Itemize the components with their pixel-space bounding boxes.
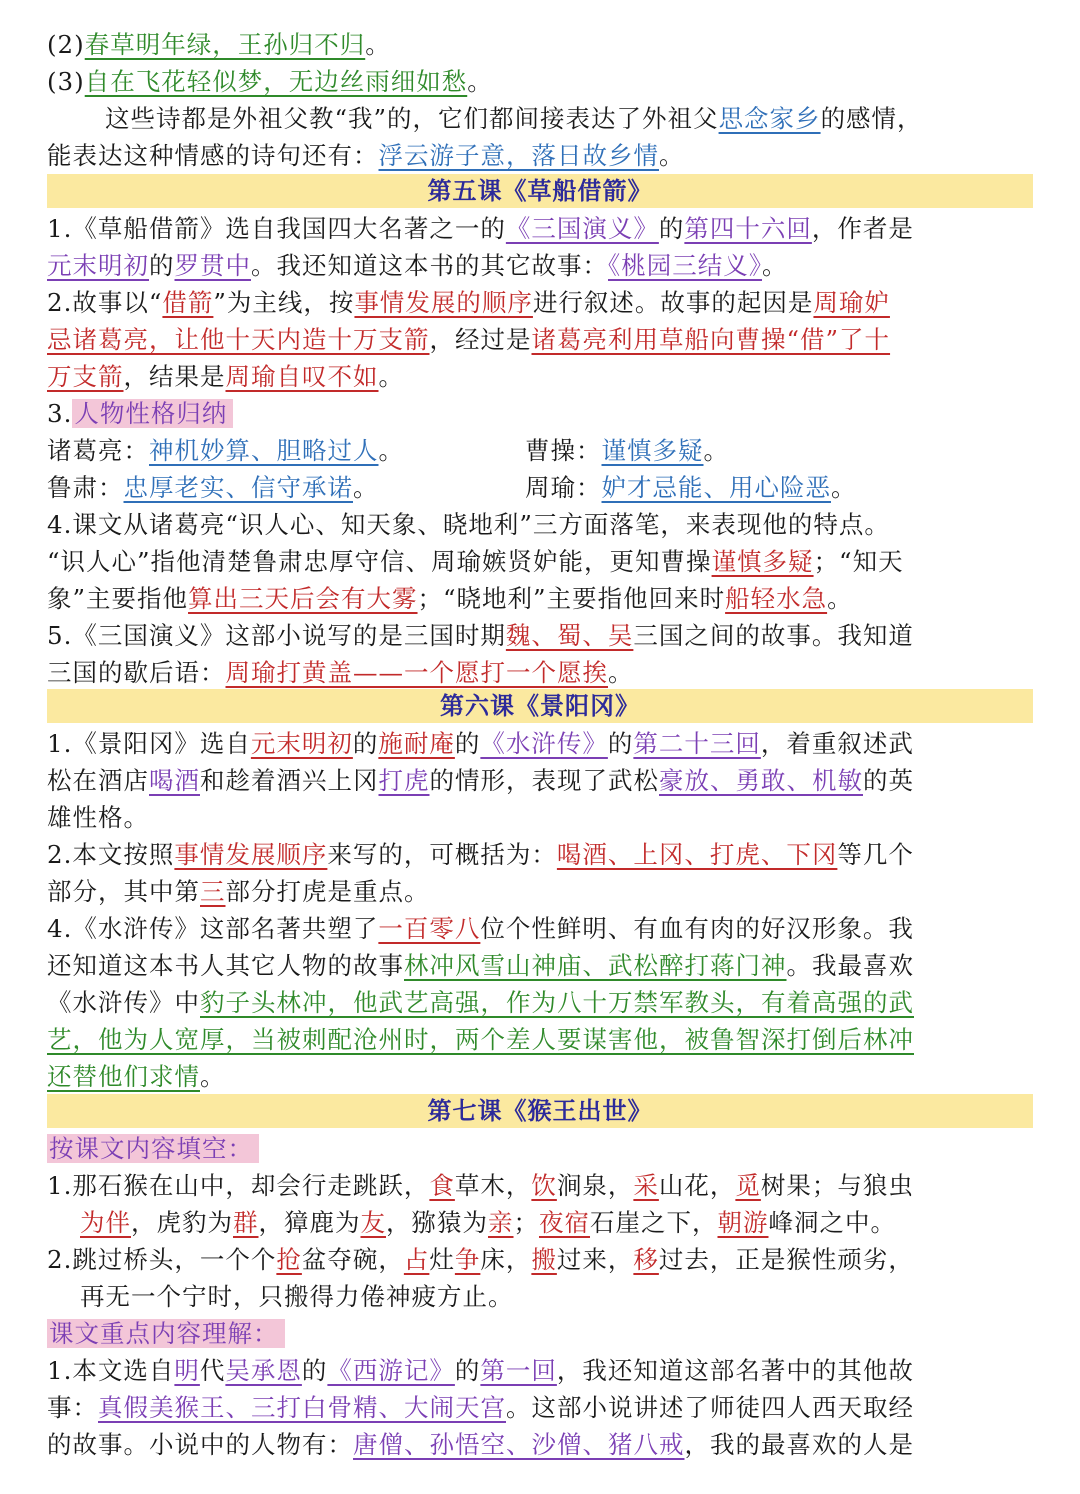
text: 的情形，表现了武松 xyxy=(429,766,659,795)
paragraph-line xyxy=(47,358,1037,395)
text: ；“知天 xyxy=(813,547,904,576)
text: 峰洞之中。 xyxy=(768,1208,896,1237)
paragraph-line xyxy=(47,762,1037,799)
text: 过来， xyxy=(556,1245,634,1274)
text: 。 xyxy=(378,362,404,391)
text: 2.本文按照 xyxy=(47,840,175,869)
answer: 船轻水急 xyxy=(725,584,828,613)
answer: 豪放、勇敢、机敏 xyxy=(659,766,863,795)
answer: 豹子头林冲，他武艺高强，作为八十万禁军教头，有着高强的武 xyxy=(200,988,914,1017)
text: 涧泉， xyxy=(556,1171,634,1200)
text: 能表达这种情感的诗句还有： xyxy=(47,141,379,170)
punct: 。 xyxy=(365,30,391,59)
text: 的 xyxy=(607,729,634,758)
answer: 浮云游子意，落日故乡情 xyxy=(378,141,659,170)
text: ，我还知道这部名著中的其他故 xyxy=(556,1356,914,1385)
text: 来写的，可概括为： xyxy=(327,840,557,869)
text: 石崖之下， xyxy=(590,1208,718,1237)
text: 。这部小说讲述了师徒四人西天取经 xyxy=(506,1393,914,1422)
answer: 打虎 xyxy=(378,766,430,795)
text: 山花， xyxy=(658,1171,736,1200)
paragraph-line xyxy=(47,836,1037,873)
answer: 算出三天后会有大雾 xyxy=(188,584,418,613)
answer: 《西游记》 xyxy=(327,1356,455,1385)
answer: 友 xyxy=(360,1208,386,1237)
text: 和趁着酒兴上冈 xyxy=(200,766,379,795)
answer: 占 xyxy=(403,1245,430,1274)
paragraph-line xyxy=(47,1021,1037,1058)
answer: 搬 xyxy=(531,1245,557,1274)
text: 2.故事以“ xyxy=(47,288,163,317)
answer: 事情发展的顺序 xyxy=(354,288,533,317)
paragraph-line xyxy=(47,247,1037,284)
answer: 神机妙算、胆略过人 xyxy=(149,436,379,465)
text: 。 xyxy=(827,584,853,613)
text: 。 xyxy=(608,658,634,687)
answer: 《水浒传》 xyxy=(480,729,608,758)
text: 1.那石猴在山中，却会行走跳跃， xyxy=(47,1171,430,1200)
paragraph-line xyxy=(47,910,1037,947)
answer: 亲 xyxy=(488,1208,514,1237)
character-col2 xyxy=(525,432,729,469)
paragraph-line xyxy=(47,1058,1037,1095)
paragraph-line xyxy=(47,580,1037,617)
text: 灶 xyxy=(429,1245,455,1274)
text: ，结果是 xyxy=(123,362,226,391)
paragraph-line: 雄性格。 xyxy=(47,803,149,832)
answer: 移 xyxy=(633,1245,659,1274)
text: 部分，其中第 xyxy=(47,877,200,906)
answer: 妒才忌能、用心险恶 xyxy=(601,473,831,502)
text: 。 xyxy=(762,251,788,280)
text: 。我还知道这本书的其它故事： xyxy=(251,251,608,280)
punct: 。 xyxy=(200,1062,226,1091)
paragraph-line xyxy=(47,984,1037,1021)
text: 象”主要指他 xyxy=(47,584,189,613)
character-col2 xyxy=(525,469,857,506)
character-row xyxy=(47,432,1037,469)
answer: 借箭 xyxy=(162,288,214,317)
character-name: 周瑜： xyxy=(525,473,602,502)
lesson-5-header: 第五课《草船借箭》 xyxy=(47,174,1033,208)
answer: 周瑜妒 xyxy=(813,288,890,317)
answer: 谨慎多疑 xyxy=(601,436,704,465)
text: ，我的最喜欢的人是 xyxy=(684,1430,914,1459)
answer: 《三国演义》 xyxy=(505,214,659,243)
paragraph-line: 4.课文从诸葛亮“识人心、知天象、晓地利”三方面落笔，来表现他的特点。 xyxy=(47,510,890,539)
text: 的 xyxy=(658,214,685,243)
text: 进行叙述。故事的起因是 xyxy=(532,288,814,317)
answer: 魏、蜀、吴 xyxy=(505,621,634,650)
answer: 万支箭 xyxy=(47,362,124,391)
text: ；“晓地利”主要指他回来时 xyxy=(417,584,726,613)
text: 松在酒店 xyxy=(47,766,149,795)
answer: 喝酒、上冈、打虎、下冈 xyxy=(556,840,838,869)
text: 的 xyxy=(454,1356,481,1385)
paragraph-line xyxy=(47,654,1037,691)
text: ； xyxy=(513,1208,539,1237)
text: ，经过是 xyxy=(429,325,532,354)
text: ，猕猿为 xyxy=(386,1208,488,1237)
answer: 争 xyxy=(454,1245,481,1274)
lesson-6-header: 第六课《景阳冈》 xyxy=(47,689,1033,723)
answer: 抢 xyxy=(276,1245,302,1274)
answer: 施耐庵 xyxy=(378,729,455,758)
text: ，獐鹿为 xyxy=(258,1208,361,1237)
text: 。我最喜欢 xyxy=(786,951,914,980)
text: 4.《水浒传》这部名著共塑了 xyxy=(47,914,379,943)
paragraph-line xyxy=(47,1167,1037,1204)
answer: 饮 xyxy=(531,1171,557,1200)
answer: 忠厚老实、信守承诺 xyxy=(123,473,353,502)
poem-number: (2) xyxy=(47,30,85,59)
answer: 元末明初 xyxy=(250,729,353,758)
answer: 罗贯中 xyxy=(174,251,251,280)
text: 1.《草船借箭》选自我国四大名著之一的 xyxy=(47,214,506,243)
answer: 真假美猴王、三打白骨精、大闹天宫 xyxy=(98,1393,506,1422)
answer: 思念家乡 xyxy=(718,104,821,133)
text: 草木， xyxy=(454,1171,532,1200)
text: 的故事。小说中的人物有： xyxy=(47,1430,353,1459)
punct: 。 xyxy=(353,473,379,502)
paragraph-line xyxy=(47,137,1037,174)
section-heading xyxy=(47,1130,1037,1167)
text: 位个性鲜明、有血有肉的好汉形象。我 xyxy=(480,914,914,943)
answer: 林冲风雪山神庙、武松醉打蒋门神 xyxy=(404,951,787,980)
paragraph-line xyxy=(47,1389,1037,1426)
paragraph-line xyxy=(105,100,1080,137)
answer: 第四十六回 xyxy=(684,214,812,243)
text: 的 xyxy=(352,729,379,758)
text: 部分打虎是重点。 xyxy=(225,877,430,906)
answer: 第二十三回 xyxy=(633,729,761,758)
character-name: 鲁肃： xyxy=(47,473,124,502)
answer: 元末明初 xyxy=(47,251,149,280)
answer: 还替他们求情 xyxy=(47,1062,200,1091)
answer: 周瑜自叹不如 xyxy=(225,362,379,391)
paragraph-line xyxy=(47,1426,1037,1463)
text: 的 xyxy=(149,251,175,280)
poem-text: 春草明年绿，王孙归不归 xyxy=(84,30,366,59)
answer: 采 xyxy=(633,1171,659,1200)
text: ，虎豹为 xyxy=(131,1208,233,1237)
text: 床， xyxy=(480,1245,532,1274)
answer: 吴承恩 xyxy=(225,1356,302,1385)
text: 的 xyxy=(301,1356,328,1385)
character-name: 诸葛亮： xyxy=(47,436,149,465)
text: ”为主线，按 xyxy=(213,288,355,317)
text: 《水浒传》中 xyxy=(47,988,200,1017)
paragraph-line xyxy=(47,1241,1037,1278)
text: 的感情， xyxy=(820,104,923,133)
text: 等几个 xyxy=(837,840,914,869)
answer: 食 xyxy=(429,1171,455,1200)
answer: 为伴 xyxy=(80,1208,131,1237)
text: 5.《三国演义》这部小说写的是三国时期 xyxy=(47,621,506,650)
text: 盆夺碗， xyxy=(301,1245,404,1274)
text: 事： xyxy=(47,1393,98,1422)
answer: 唐僧、孙悟空、沙僧、猪八戒 xyxy=(353,1430,685,1459)
punct: 。 xyxy=(378,436,404,465)
answer: 第一回 xyxy=(480,1356,557,1385)
paragraph-line xyxy=(47,284,1037,321)
poem-line-3 xyxy=(47,63,1037,100)
answer: 三 xyxy=(200,877,226,906)
text: 这些诗都是外祖父教“我”的，它们都间接表达了外祖父 xyxy=(105,104,719,133)
answer: 群 xyxy=(233,1208,259,1237)
text: 三国的歇后语： xyxy=(47,658,226,687)
paragraph-line xyxy=(47,617,1037,654)
item-number: 3. xyxy=(47,399,73,428)
paragraph-line xyxy=(80,1204,1070,1241)
text: ，着重叙述武 xyxy=(760,729,914,758)
paragraph-line xyxy=(47,210,1037,247)
answer: 朝游 xyxy=(717,1208,769,1237)
answer: 艺，他为人宽厚，当被刺配沧州时，两个差人要谋害他，被鲁智深打倒后林冲 xyxy=(47,1025,914,1054)
punct: 。 xyxy=(831,473,857,502)
text: ，作者是 xyxy=(811,214,914,243)
text: 树果；与狼虫 xyxy=(760,1171,914,1200)
paragraph-line xyxy=(47,947,1037,984)
paragraph-line xyxy=(47,1352,1037,1389)
answer: 喝酒 xyxy=(149,766,200,795)
poem-line-2 xyxy=(47,26,1037,63)
answer: 谨慎多疑 xyxy=(711,547,814,576)
text: 三国之间的故事。我知道 xyxy=(633,621,914,650)
paragraph-line xyxy=(47,321,1037,358)
answer: 觅 xyxy=(735,1171,761,1200)
paragraph-line xyxy=(47,873,1037,910)
answer: 周瑜打黄盖——一个愿打一个愿挨 xyxy=(225,658,608,687)
answer: 一百零八 xyxy=(378,914,481,943)
text: 2.跳过桥头，一个个 xyxy=(47,1245,277,1274)
paragraph-line: 再无一个宁时，只搬得力倦神疲方止。 xyxy=(80,1282,514,1311)
text: 的英 xyxy=(863,766,914,795)
text: 代 xyxy=(199,1356,226,1385)
highlight-tag: 课文重点内容理解： xyxy=(47,1319,285,1348)
text: 1.本文选自 xyxy=(47,1356,175,1385)
text: 的 xyxy=(454,729,481,758)
text: 还知道这本书人其它人物的故事 xyxy=(47,951,404,980)
answer: 事情发展顺序 xyxy=(174,840,328,869)
answer: 忌诸葛亮，让他十天内造十万支箭 xyxy=(47,325,430,354)
answer: 《桃园三结义》 xyxy=(608,251,762,280)
lesson-7-header: 第七课《猴王出世》 xyxy=(47,1094,1033,1128)
highlight-tag: 人物性格归纳 xyxy=(72,399,233,428)
poem-text: 自在飞花轻似梦，无边丝雨细如愁 xyxy=(84,67,468,96)
text: 过去，正是猴性顽劣， xyxy=(658,1245,914,1274)
punct: 。 xyxy=(467,67,493,96)
poem-number: (3) xyxy=(47,67,85,96)
highlight-tag: 按课文内容填空： xyxy=(47,1134,259,1163)
text: 1.《景阳冈》选自 xyxy=(47,729,251,758)
answer: 明 xyxy=(174,1356,200,1385)
text: 。 xyxy=(659,141,685,170)
section-heading xyxy=(47,1315,1037,1352)
answer: 诸葛亮利用草船向曹操“借”了十 xyxy=(531,325,891,354)
paragraph-line xyxy=(47,725,1037,762)
character-row xyxy=(47,469,1037,506)
character-name: 曹操： xyxy=(525,436,602,465)
paragraph-line xyxy=(47,543,1037,580)
answer: 夜宿 xyxy=(539,1208,590,1237)
section-heading xyxy=(47,395,1037,432)
punct: 。 xyxy=(703,436,729,465)
text: “识人心”指他清楚鲁肃忠厚守信、周瑜嫉贤妒能，更知曹操 xyxy=(47,547,712,576)
